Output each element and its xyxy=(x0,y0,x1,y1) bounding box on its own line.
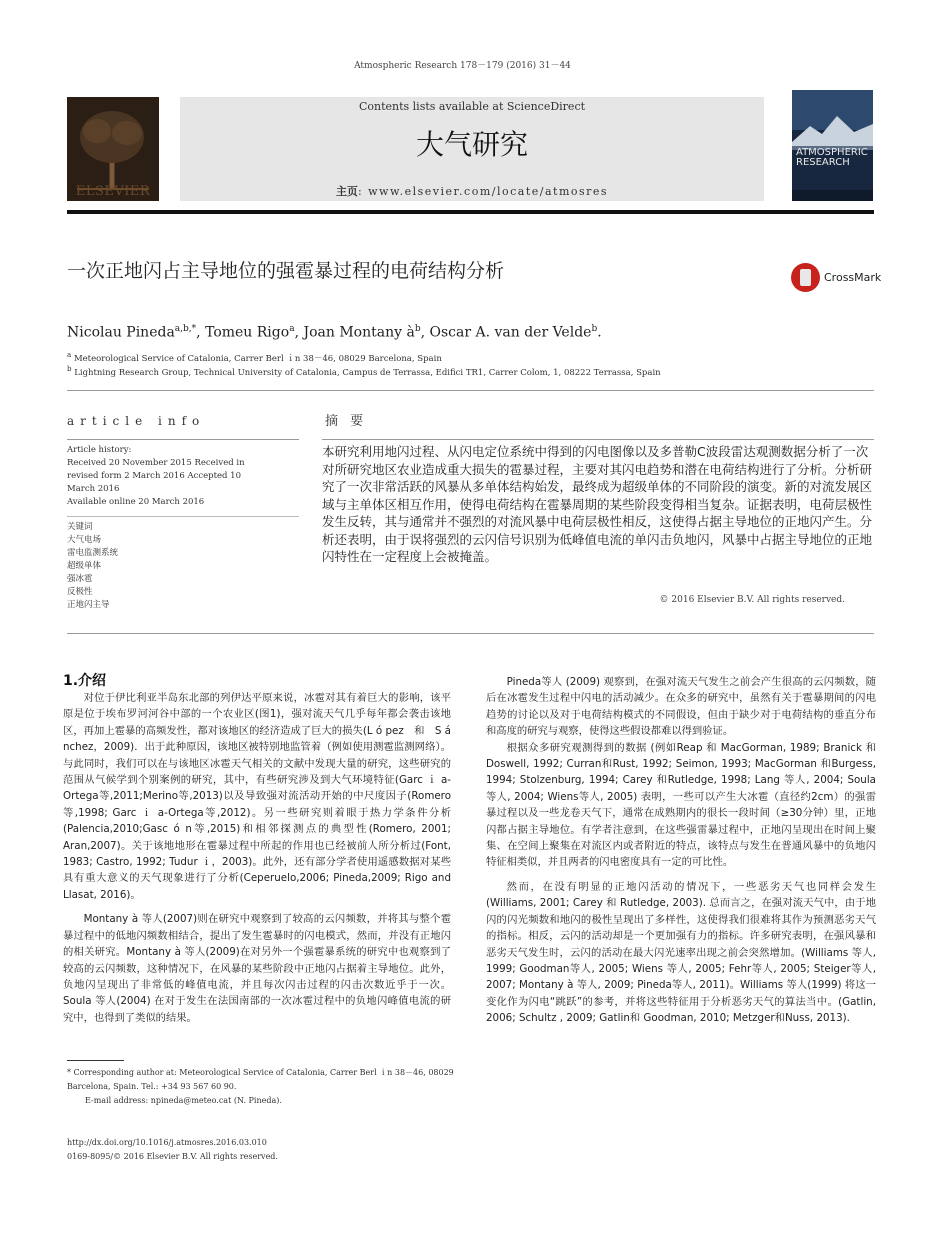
author-sep: . xyxy=(597,324,602,341)
abstract-heading: 摘 要 xyxy=(325,414,368,429)
paragraph: 然而，在没有明显的正地闪活动的情况下，一些恶劣天气也同样会发生(Williams, 2001; Carey 和 Rutledge, 2003). 总而言之，在强对流天气中，由于地闪的闪光频数和地闪的极性呈现出了多样性，这使得我们很难将其作为预测恶劣天气的指标。相反，云闪的活动却是一个更加强有力的指标。许多研究表明，在强风暴和恶劣天气发生时，云闪的活动在最大闪光速率出现之前会突然增加。(Williams 等人, 1999; Goodman等人, 2005; Wiens 等人, 2005; Fehr等人, 2005; Steiger等人, 2007; Montany à 等人, 2009; Pineda等人, 2011)。Williams 等人(1999) 将这一变化作为闪电“跳跃”的参考，并将这些特征用于分析恶劣天气的算法当中。(Gatlin, 2006; Schultz , 2009; Gatlin和 Goodman, 2010; Metzger和Nuss, 2013). xyxy=(486,880,876,1025)
affiliation-mark: a xyxy=(67,350,72,359)
keyword: 大气电场 xyxy=(67,535,102,545)
journal-title: 大气研究 xyxy=(415,128,528,161)
journal-homepage: 主页: www.elsevier.com/locate/atmosres xyxy=(335,185,609,198)
author-sep: , xyxy=(294,324,304,341)
paragraph: 根据众多研究观测得到的数据 (例如Reap 和 MacGorman, 1989; Branick 和 Doswell, 1992; Curran和Rust, 1992; Seimon, 1993; MacGorman 和Burgess, 1994; Stolzenburg, 1994; Carey 和Rutledge, 1998; Lang 等人, 2004; Soula等人, 2004; Wiens等人, 2005) 表明，一些可以产生大冰雹（直径约2cm）的强雷暴过程以及一些龙卷天气下，通常在成熟期内的很长一段时间（≥30分钟）里，正地闪都占据主导地位。有学者注意到，在这些强雷暴过程中，正地闪呈现出在时间上聚集、在空间上聚集在对流区内或者附近的特点，该特点与发生在普通风暴中的负地闪特征相类似，并且两者的闪电密度具有一定的可比性。 xyxy=(486,741,876,869)
footnote xyxy=(67,1066,457,1108)
intro-left-column xyxy=(63,690,451,1026)
keyword: 超级单体 xyxy=(67,561,102,571)
footnote-rule xyxy=(67,1060,124,1061)
header-rule xyxy=(67,210,874,214)
homepage-url[interactable]: www.elsevier.com/locate/atmosres xyxy=(368,185,609,198)
author-list xyxy=(67,324,602,341)
history-line: Available online 20 March 2016 xyxy=(67,497,205,507)
divider xyxy=(67,390,874,391)
author-name[interactable]: Nicolau Pineda xyxy=(67,324,175,341)
author-name[interactable]: Oscar A. van der Velde xyxy=(429,324,592,341)
paragraph: Pineda等人 (2009) 观察到，在强对流天气发生之前会产生很高的云闪频数，随后在冰雹发生过程中闪电的活动减少。在众多的研究中，虽然有关于雹暴期间的闪电趋势的讨论以及对于电荷结构模式的不同假设，但由于缺少对于电荷结构的垂直分布和高度的研究与观察，使得这些假设都难以得到验证。 xyxy=(486,676,876,738)
author-affil-mark: b xyxy=(591,324,598,334)
crossmark-badge[interactable] xyxy=(791,263,886,293)
divider xyxy=(67,633,874,634)
author-affil-mark: a,b,* xyxy=(174,324,197,334)
keywords xyxy=(67,521,299,612)
divider xyxy=(322,439,874,440)
contents-lists-text: Contents lists available at ScienceDirect xyxy=(358,100,586,113)
journal-cover xyxy=(792,90,873,201)
keyword: 反极性 xyxy=(67,587,93,597)
doi-link[interactable]: http://dx.doi.org/10.1016/j.atmosres.2016.03.010 xyxy=(67,1138,267,1147)
history-line: revised form 2 March 2016 Accepted 10 xyxy=(67,471,241,481)
elsevier-wordmark: ELSEVIER xyxy=(75,184,151,199)
cover-title: ATMOSPHERIC RESEARCH xyxy=(796,147,868,168)
history-label: Article history: xyxy=(67,445,132,455)
history-line: March 2016 xyxy=(67,484,120,494)
author-sep: , xyxy=(196,324,206,341)
author-affil-mark: a xyxy=(289,324,295,334)
article-title: 一次正地闪占主导地位的强雹暴过程的电荷结构分析 xyxy=(67,260,505,282)
homepage-label: 主页 xyxy=(335,185,358,198)
affiliation-text: Meteorological Service of Catalonia, Carrer Berl ｉn 38－46, 08029 Barcelona, Spain xyxy=(73,353,442,364)
keywords-label: 关键词 xyxy=(67,522,93,532)
article-history xyxy=(67,444,299,509)
corresponding-author-note: * Corresponding author at: Meteorological Service of Catalonia, Carrer Berl ｉn 38－46, 08029 Barcelona, Spain. Tel.: +34 93 567 60 90. xyxy=(67,1068,454,1091)
crossmark-label: CrossMark xyxy=(824,271,882,284)
abstract-copyright: © 2016 Elsevier B.V. All rights reserved. xyxy=(659,595,845,605)
section-heading: 1.介绍 xyxy=(63,673,107,689)
abstract-body: 本研究利用地闪过程、从闪电定位系统中得到的闪电图像以及多普勒C波段雷达观测数据分析了一次对所研究地区农业造成重大损失的雹暴过程，主要对其闪电趋势和潜在电荷结构进行了分析。分析研究了一次非常活跃的风暴从多单体结构始发，最终成为超级单体的不同阶段的演变。新的对流发展区域与主单体区相互作用，使得电荷结构在雹暴周期的某些阶段变得相当复杂。证据表明，电荷层极性发生反转，其与通常并不强烈的对流风暴中电荷层极性相反，这使得占据主导地位的正地闪产生。分析还表明，由于误将强烈的云闪信号识别为低峰值电流的单闪击负地闪，风暴中占据主导地位的正地闪特性在一定程度上会被掩盖。 xyxy=(322,444,873,564)
affiliation-b xyxy=(67,364,661,378)
author-sep: , xyxy=(420,324,430,341)
cover-mountain-icon xyxy=(792,90,873,201)
author-name[interactable]: Tomeu Rigo xyxy=(205,324,290,341)
affiliation-a xyxy=(67,350,442,364)
divider xyxy=(67,516,299,517)
journal-reference: Atmospheric Research 178－179 (2016) 31－44 xyxy=(354,61,571,71)
issn-line: 0169-8095/© 2016 Elsevier B.V. All rights reserved. xyxy=(67,1152,278,1161)
divider xyxy=(67,439,299,440)
email-note: E-mail address: npineda@meteo.cat (N. Pineda). xyxy=(85,1096,282,1105)
elsevier-logo xyxy=(67,97,159,201)
paragraph: 对位于伊比利亚半岛东北部的列伊达平原来说，冰雹对其有着巨大的影响，该平原是位于埃布罗河河谷中部的一个农业区(图1)，强对流天气几乎每年都会袭击该地区，再加上雹暴的高频发性，都对该地区的经济造成了巨大的损失(L ó pez 和 S á nchez，2009)．出于此种原因，该地区被特别地监管着（例如使用测雹监测网络）。与此同时，我们可以在与该地区冰雹天气相关的文献中发现大量的研究，这些研究的范围从气候学到个别案例的研究，其中，有些研究涉及到大气环境特征(Garc ｉ a-Ortega等,2011;Merino等,2013)以及导致强对流活动开始的中尺度因子(Romero等,1998; Garc ｉ a-Ortega等,2012)。另一些研究则着眼于热力学条件分析(Palencia,2010;Gasc ó n等,2015)和相邻探测点的典型性(Romero, 2001; Aran,2007)。关于该地地形在雹暴过程中所起的作用也已经被前人所分析过(Font, 1983; Castro, 1992; Tudur ｉ，2003)。此外，还有部分学者使用遥感数据对某些具有重大意义的天气现象进行了分析(Ceperuelo,2006; Pineda,2009; Rigo and Llasat, 2016)。 xyxy=(63,692,451,901)
keyword: 雷电监测系统 xyxy=(67,548,119,558)
journal-header xyxy=(180,97,764,201)
author-affil-mark: b xyxy=(414,324,421,334)
history-line: Received 20 November 2015 Received in xyxy=(67,458,245,468)
article-info-heading: article info xyxy=(67,414,206,428)
affiliation-text: Lightning Research Group, Technical University of Catalonia, Campus de Terrassa, Edifici TR1, Carrer Colom, 1, 08222 Terrassa, Spain xyxy=(74,367,661,378)
doi-block xyxy=(67,1136,278,1164)
keyword: 正地闪主导 xyxy=(67,600,110,610)
crossmark-icon xyxy=(791,263,820,292)
affiliation-mark: b xyxy=(67,364,72,373)
keyword: 强冰雹 xyxy=(67,574,93,584)
paragraph: Montany à 等人(2007)则在研究中观察到了较高的云闪频数，并将其与整个雹暴过程中的低地闪频数相结合，提出了发生雹暴时的闪电模式，然而，并没有正地闪的相关研究。Montany à 等人(2009)在对另外一个强雹暴系统的研究中也观察到了较高的云闪频数，这种情况下，在风暴的某些阶段中正地闪占据着主导地位。此外，负地闪呈现出了非常低的峰值电流，并且每次闪击过程的闪击次数近乎于一次。Soula 等人(2004) 在对于发生在法国南部的一次冰雹过程中的负地闪峰值电流的研究中，也得到了类似的结果。 xyxy=(63,913,451,1024)
intro-right-column xyxy=(486,674,876,1027)
author-name[interactable]: Joan Montany à xyxy=(303,324,415,341)
